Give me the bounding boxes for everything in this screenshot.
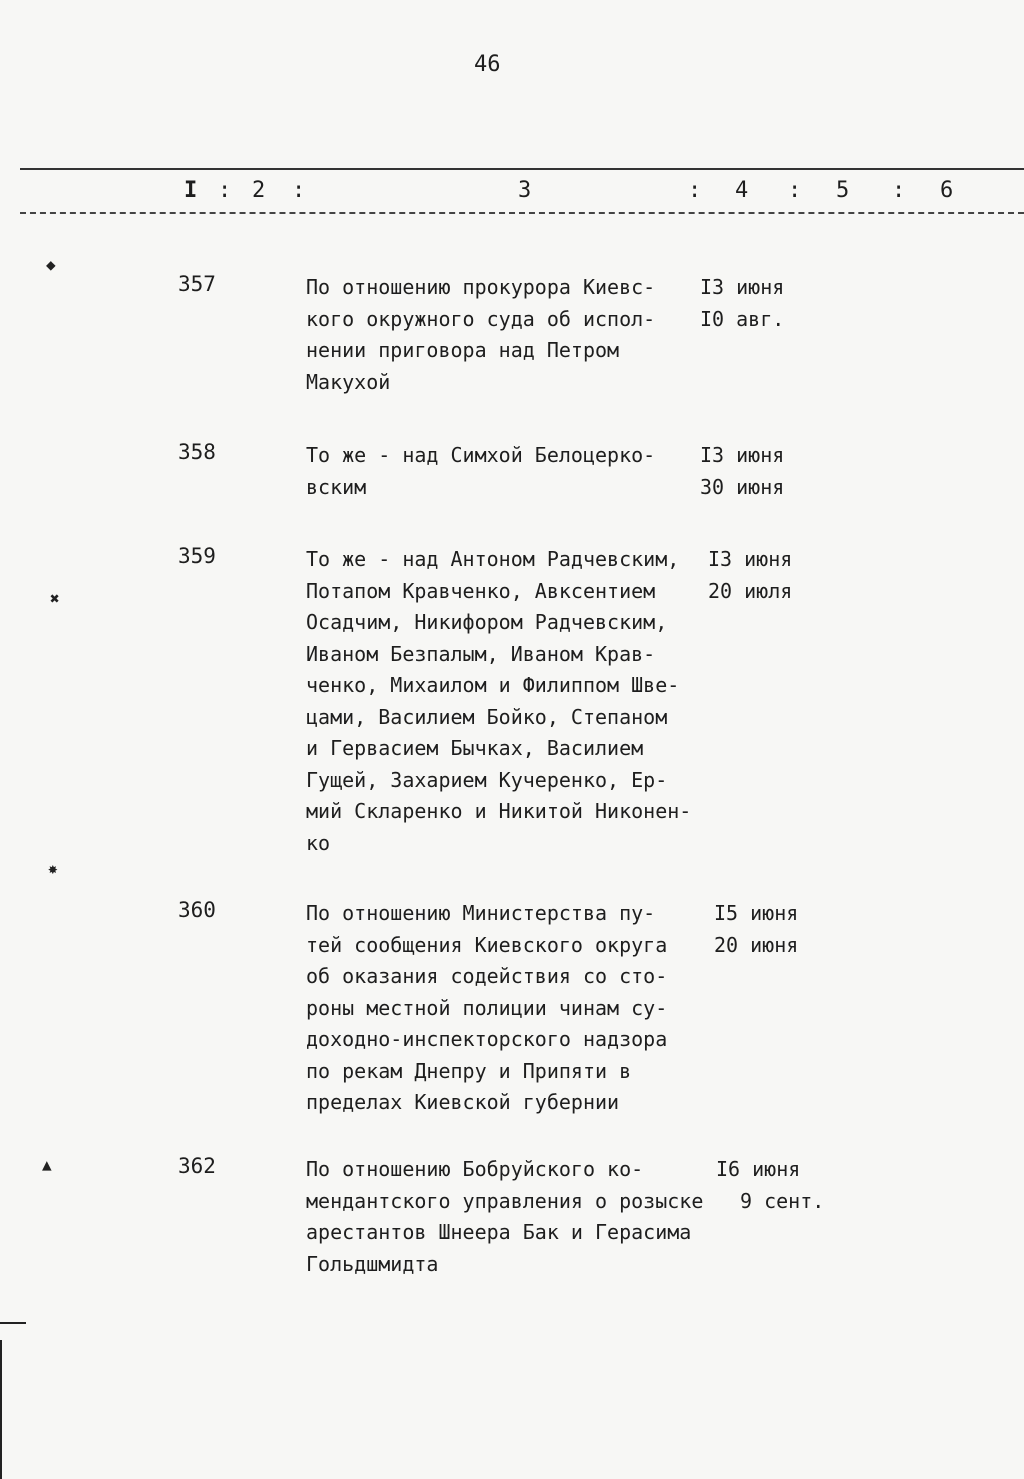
description-line: По отношению Бобруйского ко- [306,1157,644,1181]
description-line: По отношению прокурора Киевс- [306,275,656,299]
entry-number: 357 [178,272,216,296]
end-date: I0 авг. [700,306,785,331]
column-separator: : [292,178,306,203]
description-line: кого окружного суда об испол- [306,306,656,331]
header-top-rule [20,168,1024,170]
end-date: 9 сент. [740,1188,825,1213]
end-date: 20 июня [714,932,799,957]
description-line: арестантов Шнеера Бак и Герасима [306,1220,692,1244]
description-line: Иваном Безпалым, Иваном Крав- [306,641,656,666]
column-header-3: 3 [518,178,532,203]
description-line: мендантского управления о розыске [306,1188,704,1213]
column-header-4: 4 [735,178,749,203]
start-date: I3 июня [708,547,793,571]
column-header-5: 5 [836,178,850,203]
description-line: тей сообщения Киевского округа [306,932,668,957]
description-line: Гольдшмидта [306,1251,439,1276]
binding-hole-mark: ◆ [46,255,56,274]
end-date: 20 июля [708,578,793,603]
scan-edge-stroke [0,1322,26,1324]
header-bottom-rule [20,212,1024,214]
description-line: пределах Киевской губернии [306,1090,620,1114]
entry-description [306,440,706,503]
column-header-2: 2 [252,178,266,203]
entry-dates [700,440,784,503]
description-line: То же - над Антоном Радчевским, [306,547,680,571]
binding-hole-mark: ✸ [48,859,58,878]
entry-description [306,1154,706,1280]
entry-dates [708,544,792,607]
description-line: Осадчим, Никифором Радчевским, [306,610,668,634]
column-separator: : [218,178,232,203]
start-date: I3 июня [700,443,785,467]
end-date: 30 июня [700,474,785,499]
start-date: I6 июня [716,1157,801,1181]
page-number: 46 [474,52,501,77]
entry-description [306,272,706,398]
description-line: цами, Василием Бойко, Степаном [306,704,668,729]
column-header-1: I [184,178,198,203]
description-line: Потапом Кравченко, Авксентием [306,578,656,603]
entry-description [306,544,706,859]
description-line: По отношению Министерства пу- [306,901,656,925]
description-line: Макухой [306,369,391,394]
binding-hole-mark: ✖ [50,589,60,608]
description-line: доходно-инспекторского надзора [306,1027,668,1051]
column-separator: : [788,178,802,203]
description-line: мий Скларенко и Никитой Никонен- [306,799,692,823]
entry-description [306,898,706,1119]
description-line: роны местной полиции чинам су- [306,995,668,1020]
start-date: I3 июня [700,275,785,299]
entry-dates [714,898,798,961]
description-line: ченко, Михаилом и Филиппом Шве- [306,673,680,697]
entry-number: 358 [178,440,216,464]
scan-edge-line [0,1340,2,1479]
entry-number: 362 [178,1154,216,1178]
description-line: То же - над Симхой Белоцерко- [306,443,656,467]
entry-number: 360 [178,898,216,922]
description-line: об оказания содействия со сто- [306,964,668,988]
column-header-row [0,178,1024,208]
description-line: и Гервасием Бычках, Василием [306,736,644,760]
binding-hole-mark: ▲ [42,1155,52,1174]
entry-dates [716,1154,824,1217]
description-line: нении приговора над Петром [306,338,620,362]
entry-number: 359 [178,544,216,568]
description-line: вским [306,474,367,499]
description-line: Гущей, Захарием Кучеренко, Ер- [306,767,668,792]
description-line: ко [306,830,331,855]
description-line: по рекам Днепру и Припяти в [306,1058,632,1083]
column-header-6: 6 [940,178,954,203]
start-date: I5 июня [714,901,799,925]
column-separator: : [892,178,906,203]
column-separator: : [688,178,702,203]
entry-dates [700,272,784,335]
